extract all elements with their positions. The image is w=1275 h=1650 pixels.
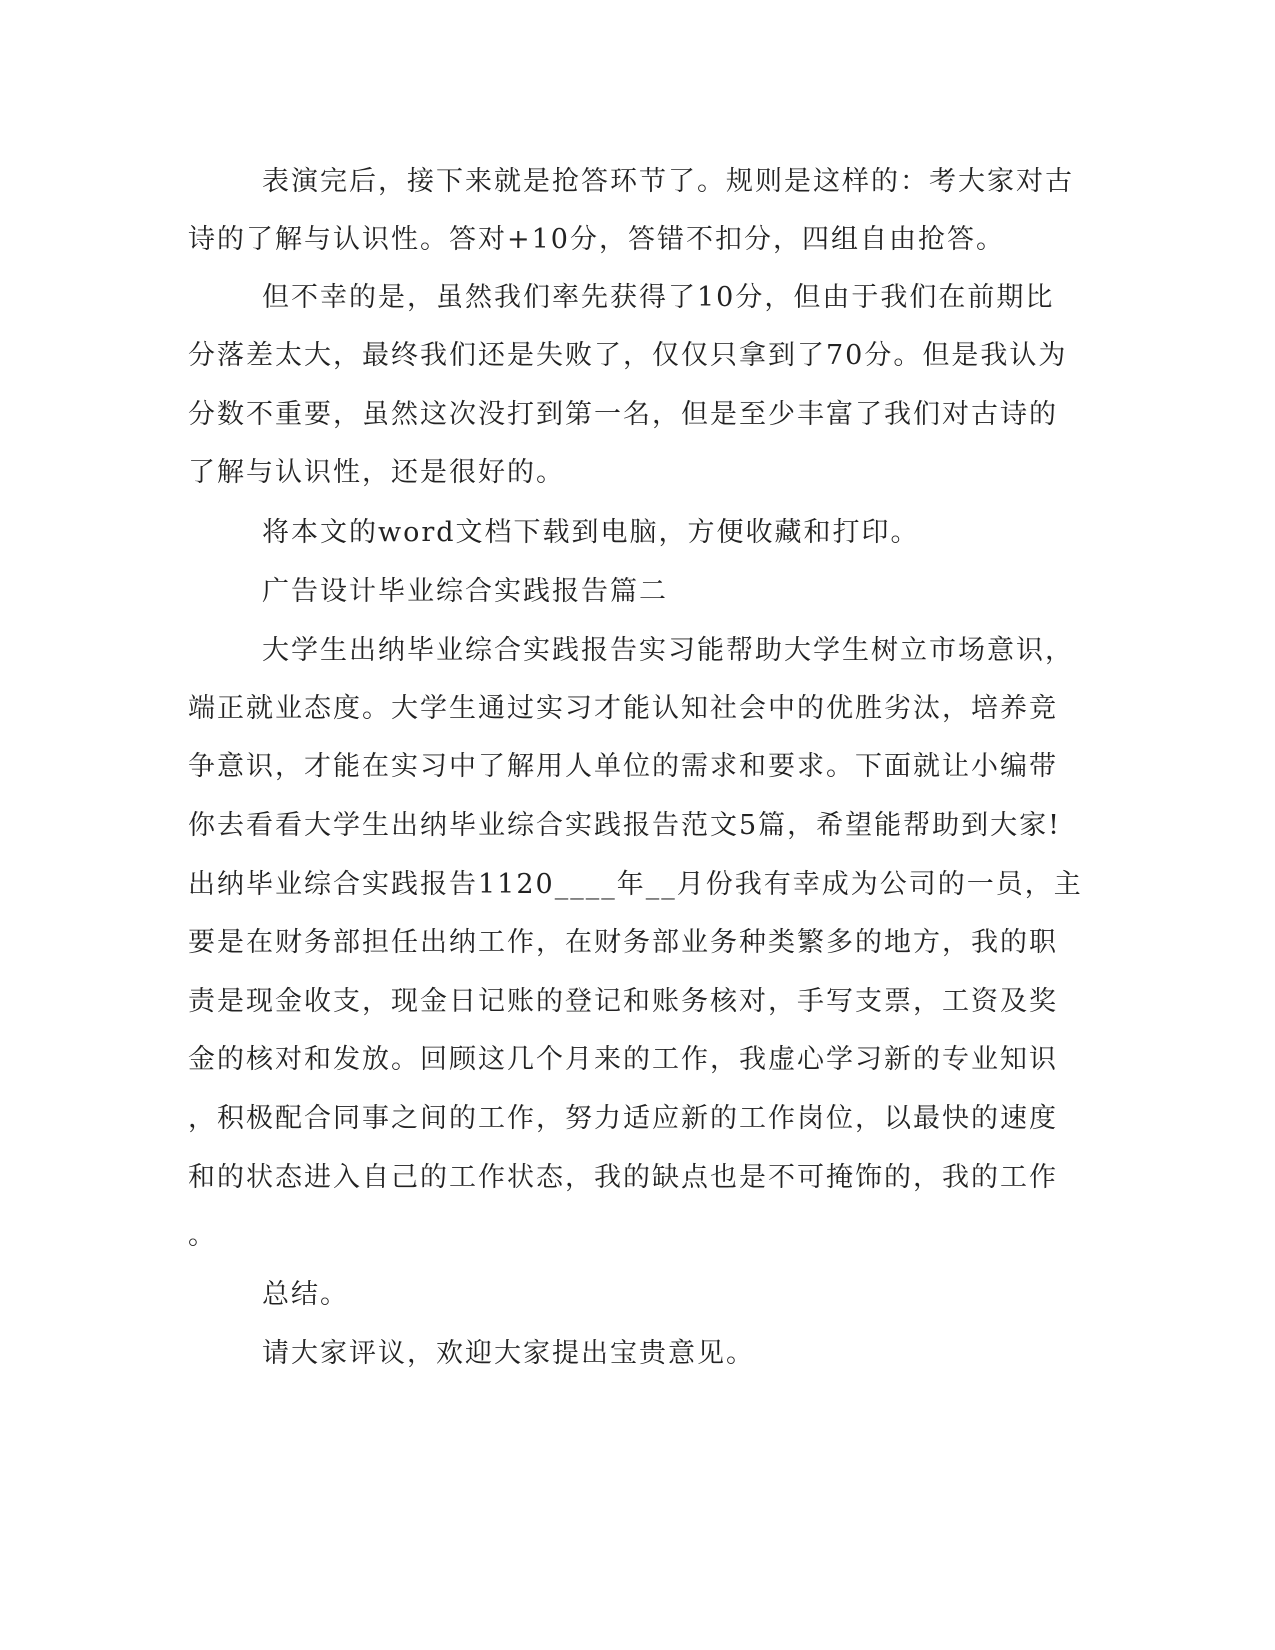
text-line: 分数不重要，虽然这次没打到第一名，但是至少丰富了我们对古诗的 <box>188 399 1058 430</box>
text-line: 了解与认识性，还是很好的。 <box>188 457 565 488</box>
section-heading: 广告设计毕业综合实践报告篇二 <box>262 576 668 607</box>
text-line: 争意识，才能在实习中了解用人单位的需求和要求。下面就让小编带 <box>188 751 1058 782</box>
text-line: 将本文的word文档下载到电脑，方便收藏和打印。 <box>262 517 920 548</box>
text-line: 总结。 <box>262 1279 349 1310</box>
text-line: 金的核对和发放。回顾这几个月来的工作，我虚心学习新的专业知识 <box>188 1044 1058 1075</box>
text-line: 出纳毕业综合实践报告1120____年__月份我有幸成为公司的一员，主 <box>188 869 1083 900</box>
text-line: 你去看看大学生出纳毕业综合实践报告范文5篇，希望能帮助到大家! <box>188 810 1062 841</box>
text-line: 大学生出纳毕业综合实践报告实习能帮助大学生树立市场意识， <box>262 635 1074 666</box>
text-line: 诗的了解与认识性。答对+10分，答错不扣分，四组自由抢答。 <box>188 224 1005 255</box>
text-line: 责是现金收支，现金日记账的登记和账务核对，手写支票，工资及奖 <box>188 986 1058 1017</box>
text-line: 要是在财务部担任出纳工作，在财务部业务种类繁多的地方，我的职 <box>188 927 1058 958</box>
text-line: 端正就业态度。大学生通过实习才能认知社会中的优胜劣汰，培养竞 <box>188 693 1058 724</box>
text-line: 分落差太大，最终我们还是失败了，仅仅只拿到了70分。但是我认为 <box>188 340 1068 371</box>
text-line: 但不幸的是，虽然我们率先获得了10分，但由于我们在前期比 <box>262 282 1055 313</box>
text-line: 请大家评议，欢迎大家提出宝贵意见。 <box>262 1338 755 1369</box>
text-line: ，积极配合同事之间的工作，努力适应新的工作岗位，以最快的速度 <box>188 1103 1058 1134</box>
text-line: 表演完后，接下来就是抢答环节了。规则是这样的：考大家对古 <box>262 166 1074 197</box>
text-line: 和的状态进入自己的工作状态，我的缺点也是不可掩饰的，我的工作 <box>188 1162 1058 1193</box>
text-line: 。 <box>188 1220 217 1251</box>
